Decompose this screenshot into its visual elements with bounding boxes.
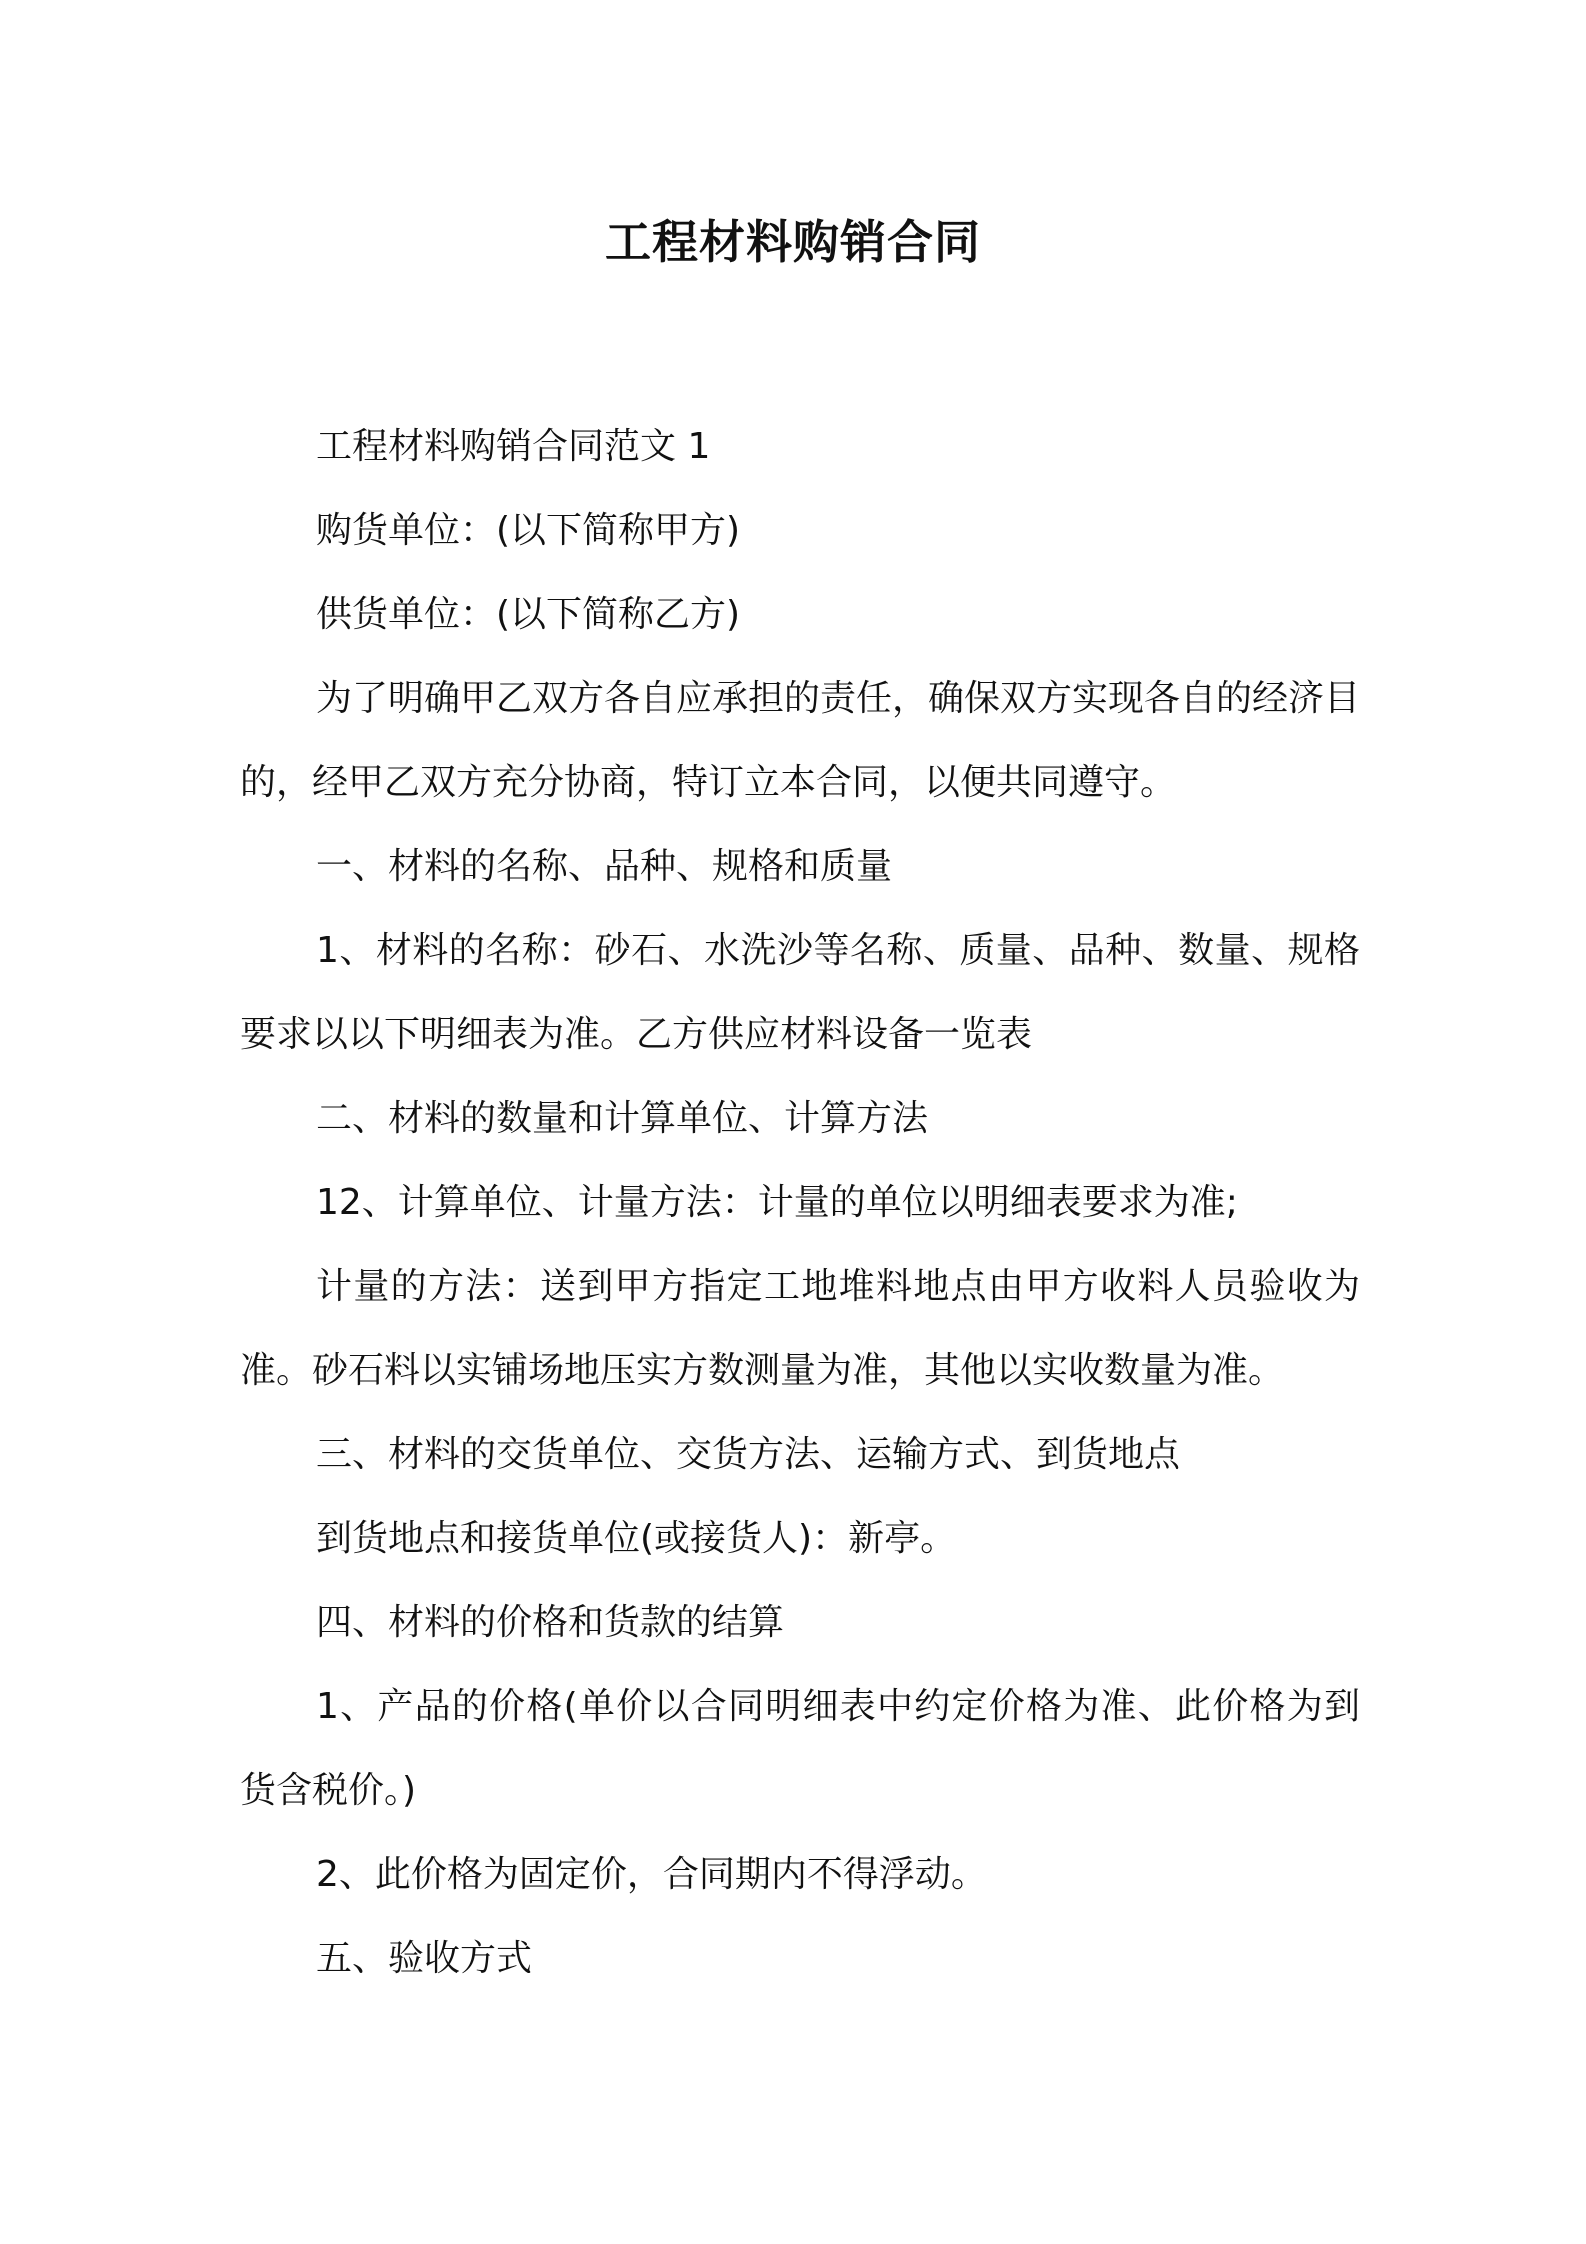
paragraph-calculation-unit: 12、计算单位、计量方法：计量的单位以明细表要求为准; xyxy=(316,1182,1238,1223)
paragraph-contract-sample-heading: 工程材料购销合同范文 1 xyxy=(316,426,711,467)
section-heading-2: 二、材料的数量和计算单位、计算方法 xyxy=(316,1098,929,1139)
section-heading-5: 五、验收方式 xyxy=(316,1938,533,1979)
paragraph-delivery-location: 到货地点和接货单位(或接货人)：新亭。 xyxy=(316,1518,957,1559)
paragraph-calculation-method: 计量的方法：送到甲方指定工地堆料地点由甲方收料人员验收为准。砂石料以实铺场地压实方数测量为准，其他以实收数量为准。 xyxy=(240,1266,1360,1391)
document-title: 工程材料购销合同 xyxy=(605,215,981,269)
document-body xyxy=(240,405,1360,2001)
section-heading-4: 四、材料的价格和货款的结算 xyxy=(316,1602,785,1643)
paragraph-purpose: 为了明确甲乙双方各自应承担的责任，确保双方实现各自的经济目的，经甲乙双方充分协商，特订立本合同，以便共同遵守。 xyxy=(240,678,1361,803)
paragraph-supplier: 供货单位：(以下简称乙方) xyxy=(316,594,741,635)
paragraph-material-names: 1、材料的名称：砂石、水洗沙等名称、质量、品种、数量、规格要求以以下明细表为准。乙方供应材料设备一览表 xyxy=(240,930,1360,1055)
section-heading-3: 三、材料的交货单位、交货方法、运输方式、到货地点 xyxy=(316,1434,1181,1475)
paragraph-product-price: 1、产品的价格(单价以合同明细表中约定价格为准、此价格为到货含税价。) xyxy=(240,1686,1360,1811)
paragraph-buyer: 购货单位：(以下简称甲方) xyxy=(316,510,741,551)
section-heading-1: 一、材料的名称、品种、规格和质量 xyxy=(316,846,893,887)
paragraph-fixed-price: 2、此价格为固定价，合同期内不得浮动。 xyxy=(316,1854,987,1895)
